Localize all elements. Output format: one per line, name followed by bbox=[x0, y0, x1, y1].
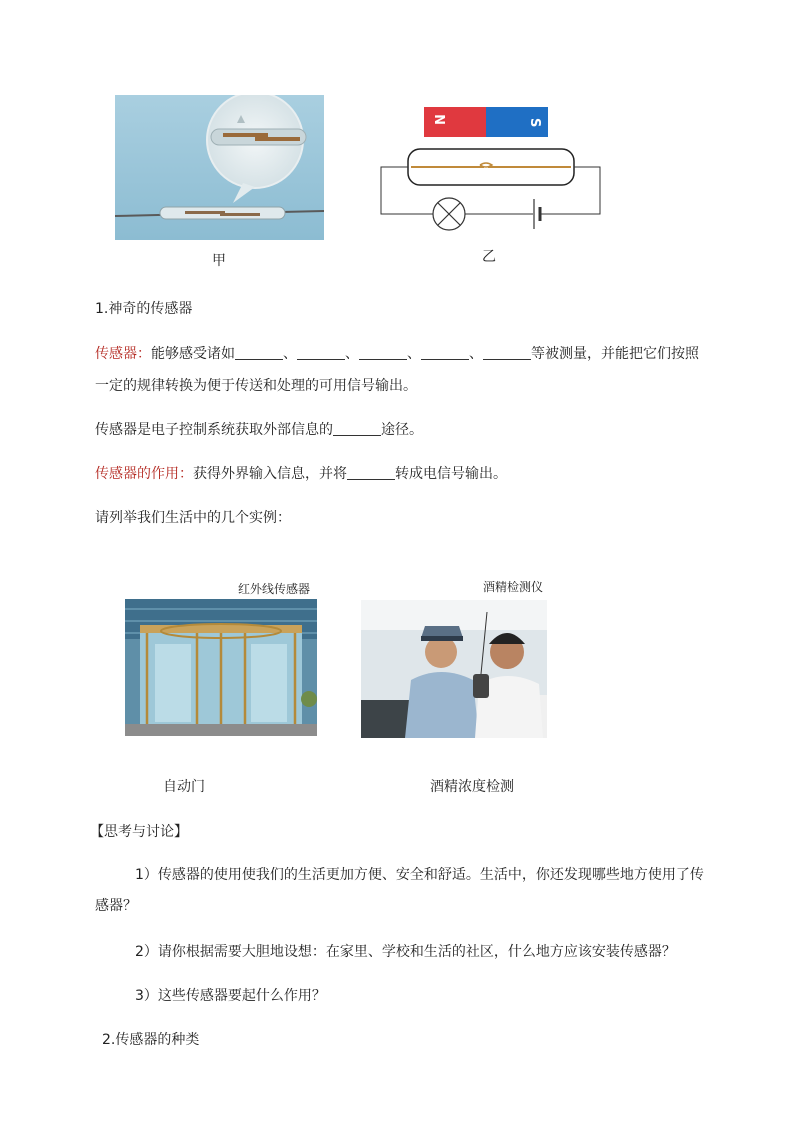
blank-role[interactable] bbox=[347, 465, 395, 480]
discussion-q2: 2）请你根据需要大胆地设想：在家里、学校和生活的社区，什么地方应该安装传感器？ bbox=[135, 944, 676, 960]
definition-line-2: 一定的规律转换为便于传送和处理的可用信号输出。 bbox=[95, 378, 417, 394]
discussion-q3: 3）这些传感器要起什么作用？ bbox=[135, 988, 326, 1004]
role-text-b: 转成电信号输出。 bbox=[395, 466, 507, 482]
info-text-a: 传感器是电子控制系统获取外部信息的 bbox=[95, 422, 333, 438]
figure-yi-caption: 乙 bbox=[482, 249, 496, 265]
definition-text-b: 等被测量，并能把它们按照 bbox=[531, 346, 699, 362]
door-caption: 自动门 bbox=[163, 779, 205, 795]
discussion-q1-line2: 感器？ bbox=[95, 898, 137, 914]
sep-4: 、 bbox=[469, 346, 483, 362]
blank-info[interactable] bbox=[333, 421, 381, 436]
discussion-title: 【思考与讨论】 bbox=[90, 824, 188, 840]
door-sensor-label: 红外线传感器 bbox=[238, 582, 311, 596]
alcohol-photo bbox=[361, 600, 547, 738]
figure-jia-caption: 甲 bbox=[212, 253, 226, 269]
info-line bbox=[95, 420, 423, 440]
magnet-n-label: N bbox=[434, 114, 449, 125]
role-label: 传感器的作用： bbox=[95, 466, 193, 482]
door-photo bbox=[125, 599, 317, 736]
sep-3: 、 bbox=[407, 346, 421, 362]
definition-line bbox=[95, 344, 699, 364]
section2-title: 2.传感器的种类 bbox=[102, 1032, 200, 1048]
figure-yi-diagram bbox=[378, 105, 603, 240]
blank-2[interactable] bbox=[297, 345, 345, 360]
section1-title: 1.神奇的传感器 bbox=[95, 301, 193, 317]
role-text-a: 获得外界输入信息，并将 bbox=[193, 466, 347, 482]
sep-2: 、 bbox=[345, 346, 359, 362]
examples-prompt: 请列举我们生活中的几个实例： bbox=[95, 510, 291, 526]
alcohol-caption: 酒精浓度检测 bbox=[430, 779, 514, 795]
blank-3[interactable] bbox=[359, 345, 407, 360]
blank-5[interactable] bbox=[483, 345, 531, 360]
definition-text-a: 能够感受诸如 bbox=[151, 346, 235, 362]
definition-label: 传感器： bbox=[95, 346, 151, 362]
blank-4[interactable] bbox=[421, 345, 469, 360]
blank-1[interactable] bbox=[235, 345, 283, 360]
figure-jia-photo bbox=[115, 95, 324, 240]
sep-1: 、 bbox=[283, 346, 297, 362]
info-text-b: 途径。 bbox=[381, 422, 423, 438]
magnet-s-label: S bbox=[527, 118, 542, 128]
alcohol-sensor-label: 酒精检测仪 bbox=[483, 580, 544, 594]
role-line bbox=[95, 464, 507, 484]
discussion-q1-line1: 1）传感器的使用使我们的生活更加方便、安全和舒适。生活中，你还发现哪些地方使用了传 bbox=[135, 867, 704, 883]
